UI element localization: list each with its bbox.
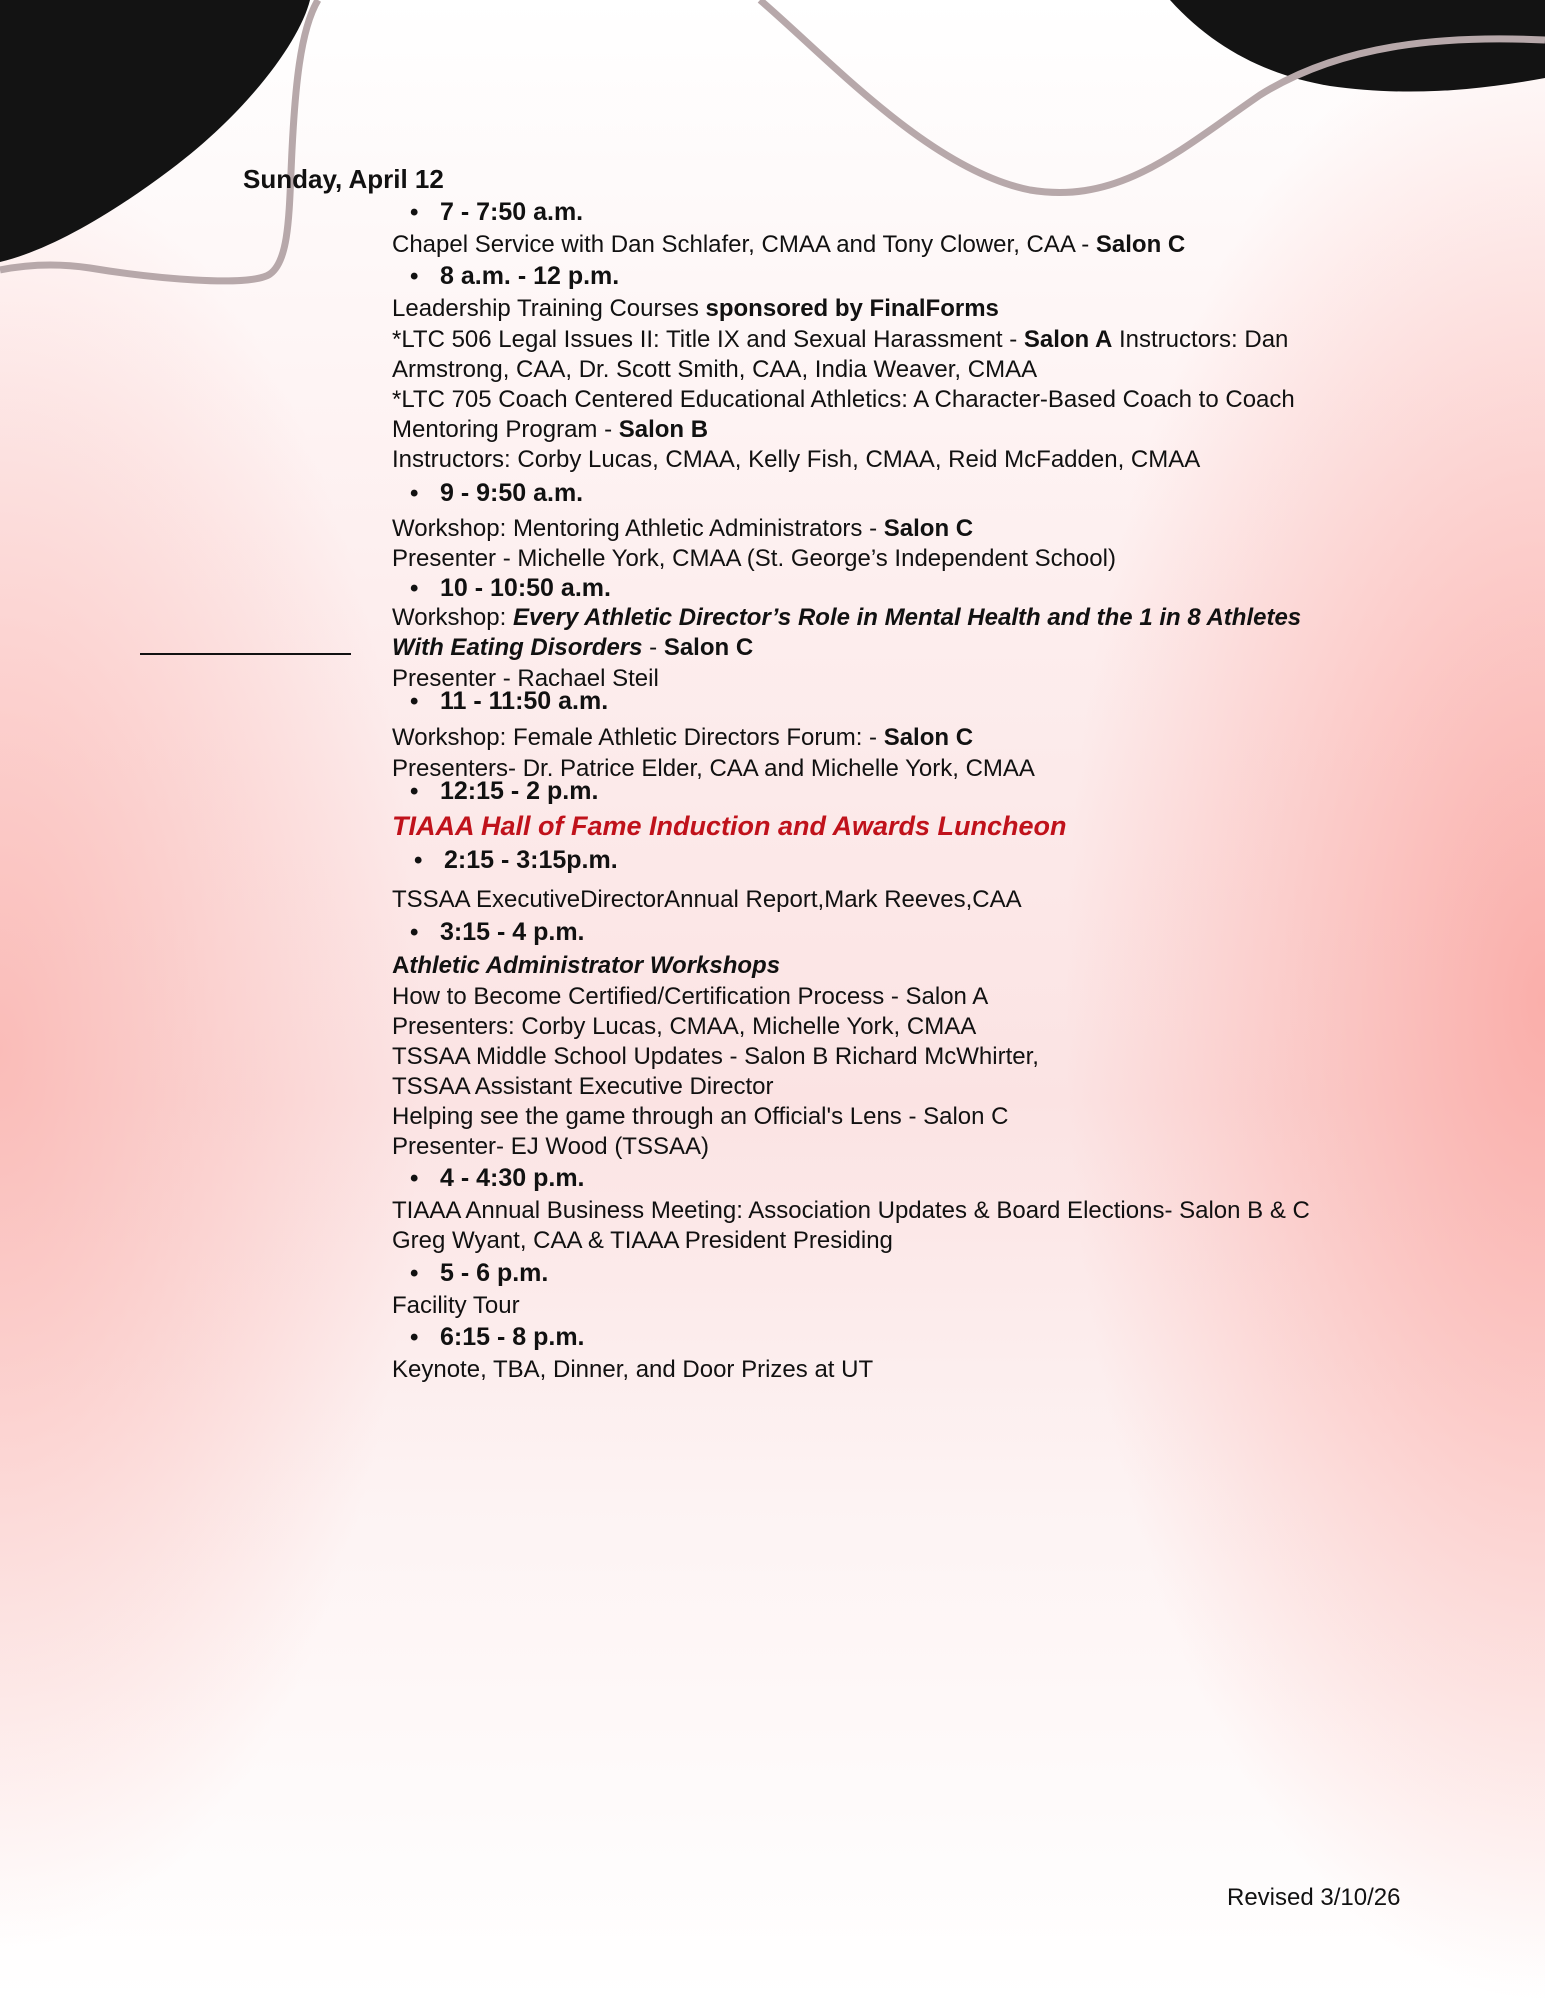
event-line: TSSAA Middle School Updates - Salon B Richard McWhirter, bbox=[392, 1043, 1039, 1070]
horizontal-rule bbox=[140, 653, 351, 655]
event-line: Presenters- Dr. Patrice Elder, CAA and Michelle York, CMAA bbox=[392, 755, 1035, 782]
header-decoration bbox=[0, 0, 1545, 320]
event-line: Mentoring Program - Salon B bbox=[392, 416, 709, 443]
event-line: *LTC 705 Coach Centered Educational Athletics: A Character-Based Coach to Coach bbox=[392, 386, 1295, 413]
time-slot: • 3:15 - 4 p.m. bbox=[410, 918, 585, 947]
event-line: TIAAA Annual Business Meeting: Association Updates & Board Elections- Salon B & C bbox=[392, 1197, 1310, 1224]
time-slot: • 4 - 4:30 p.m. bbox=[410, 1164, 585, 1193]
event-line: How to Become Certified/Certification Process - Salon A bbox=[392, 983, 989, 1010]
event-line: Helping see the game through an Official's Lens - Salon C bbox=[392, 1103, 1009, 1130]
event-line: Greg Wyant, CAA & TIAAA President Presiding bbox=[392, 1227, 893, 1254]
event-line: With Eating Disorders - Salon C bbox=[392, 634, 754, 661]
event-line: Keynote, TBA, Dinner, and Door Prizes at UT bbox=[392, 1356, 874, 1383]
dark-corner-shape bbox=[0, 0, 310, 262]
time-slot: • 8 a.m. - 12 p.m. bbox=[410, 262, 619, 291]
event-line: Leadership Training Courses sponsored by FinalForms bbox=[392, 295, 999, 322]
time-slot: • 10 - 10:50 a.m. bbox=[410, 574, 611, 603]
event-line: Facility Tour bbox=[392, 1292, 520, 1319]
event-line: Presenter - Rachael Steil bbox=[392, 665, 659, 692]
time-slot: • 5 - 6 p.m. bbox=[410, 1259, 548, 1288]
time-slot: • 7 - 7:50 a.m. bbox=[410, 198, 583, 227]
event-line: TSSAA ExecutiveDirectorAnnual Report,Mark Reeves,CAA bbox=[392, 886, 1022, 913]
event-line: TSSAA Assistant Executive Director bbox=[392, 1073, 774, 1100]
time-slot: • 9 - 9:50 a.m. bbox=[410, 479, 583, 508]
event-line: Presenters: Corby Lucas, CMAA, Michelle York, CMAA bbox=[392, 1013, 977, 1040]
event-line: Armstrong, CAA, Dr. Scott Smith, CAA, India Weaver, CMAA bbox=[392, 356, 1038, 383]
event-line: Instructors: Corby Lucas, CMAA, Kelly Fish, CMAA, Reid McFadden, CMAA bbox=[392, 446, 1201, 473]
revision-date: Revised 3/10/26 bbox=[1227, 1884, 1401, 1911]
event-line: Workshop: Mentoring Athletic Administrators - Salon C bbox=[392, 515, 974, 542]
event-line: *LTC 506 Legal Issues II: Title IX and Sexual Harassment - Salon A Instructors: Dan bbox=[392, 326, 1289, 353]
event-line: Workshop: Female Athletic Directors Forum: - Salon C bbox=[392, 724, 974, 751]
event-line-highlight: TIAAA Hall of Fame Induction and Awards Luncheon bbox=[392, 811, 1067, 841]
dark-top-right-shape bbox=[1170, 0, 1545, 92]
time-slot: • 11 - 11:50 a.m. bbox=[410, 687, 608, 716]
event-line: Presenter - Michelle York, CMAA (St. George’s Independent School) bbox=[392, 545, 1116, 572]
event-line: Athletic Administrator Workshops bbox=[392, 952, 781, 979]
time-slot: • 2:15 - 3:15p.m. bbox=[414, 846, 618, 875]
event-line: Presenter- EJ Wood (TSSAA) bbox=[392, 1133, 709, 1160]
day-heading: Sunday, April 12 bbox=[243, 164, 444, 194]
event-line: Workshop: Every Athletic Director’s Role in Mental Health and the 1 in 8 Athletes bbox=[392, 604, 1302, 631]
time-slot: • 6:15 - 8 p.m. bbox=[410, 1323, 585, 1352]
time-slot: • 12:15 - 2 p.m. bbox=[410, 777, 598, 806]
event-line: Chapel Service with Dan Schlafer, CMAA and Tony Clower, CAA - Salon C bbox=[392, 231, 1186, 258]
